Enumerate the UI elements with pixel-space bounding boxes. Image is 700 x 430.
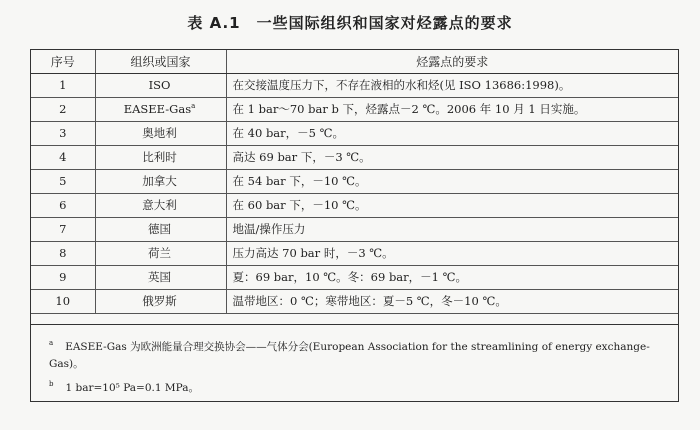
- table-row: [31, 289, 678, 313]
- cell-requirement: 高达 69 bar 下，－3 ℃。: [226, 145, 678, 169]
- footnote-b: [49, 376, 666, 397]
- cell-requirement: 地温/操作压力: [226, 217, 678, 241]
- cell-org: [95, 145, 226, 169]
- cell-no: 5: [31, 169, 95, 193]
- cell-no: 4: [31, 145, 95, 169]
- cell-org-text: ISO: [148, 78, 171, 92]
- table-header-row: [31, 50, 678, 73]
- table-row: [31, 121, 678, 145]
- cell-requirement: 在 40 bar，－5 ℃。: [226, 121, 678, 145]
- footnote-a-mark: a: [49, 339, 54, 347]
- cell-org: [95, 241, 226, 265]
- cell-requirement: 在 1 bar～70 bar b 下，烃露点－2 ℃。2006 年 10 月 1 日实施。: [226, 97, 678, 121]
- cell-no: 2: [31, 97, 95, 121]
- table-row: [31, 217, 678, 241]
- cell-org: [95, 169, 226, 193]
- header-requirement: 烃露点的要求: [226, 50, 678, 73]
- footnote-a-text: EASEE-Gas 为欧洲能量合理交换协会——气体分会(European Association for the streamlining of energy exchange-Gas)。: [49, 341, 650, 370]
- cell-no: 1: [31, 73, 95, 97]
- footnote-a: [49, 335, 666, 373]
- cell-org: [95, 73, 226, 97]
- cell-org-text: 奥地利: [142, 126, 177, 140]
- requirements-table-frame: [30, 49, 679, 402]
- cell-org: [95, 121, 226, 145]
- cell-org-footnote-mark: a: [191, 102, 196, 110]
- cell-org-text: 意大利: [142, 198, 177, 212]
- cell-org: [95, 193, 226, 217]
- table-title: 表 A.1 一些国际组织和国家对烃露点的要求: [187, 14, 513, 32]
- cell-org: [95, 97, 226, 121]
- header-no: 序号: [31, 50, 95, 73]
- cell-org-text: 比利时: [142, 150, 177, 164]
- table-row: [31, 193, 678, 217]
- cell-org-text: 俄罗斯: [142, 294, 177, 308]
- table-row: [31, 265, 678, 289]
- table-row: [31, 145, 678, 169]
- cell-org-text: EASEE-Gas: [123, 102, 192, 116]
- cell-requirement: 在交接温度压力下，不存在液相的水和烃(见 ISO 13686:1998)。: [226, 73, 678, 97]
- cell-no: 6: [31, 193, 95, 217]
- requirements-table: [31, 50, 678, 314]
- header-org: 组织或国家: [95, 50, 226, 73]
- cell-no: 3: [31, 121, 95, 145]
- cell-no: 8: [31, 241, 95, 265]
- cell-no: 9: [31, 265, 95, 289]
- table-row: [31, 241, 678, 265]
- cell-requirement: 温带地区：0 ℃；寒带地区：夏－5 ℃，冬－10 ℃。: [226, 289, 678, 313]
- cell-org-text: 德国: [148, 222, 171, 236]
- cell-org: [95, 217, 226, 241]
- cell-org: [95, 289, 226, 313]
- footnote-b-text: 1 bar=10⁵ Pa=0.1 MPa。: [65, 382, 200, 394]
- cell-requirement: 在 54 bar 下，－10 ℃。: [226, 169, 678, 193]
- table-row: [31, 97, 678, 121]
- footnotes: [31, 324, 678, 400]
- cell-org: [95, 265, 226, 289]
- footnote-b-mark: b: [49, 380, 54, 388]
- cell-org-text: 英国: [148, 270, 171, 284]
- cell-requirement: 在 60 bar 下，－10 ℃。: [226, 193, 678, 217]
- cell-requirement: 夏：69 bar，10 ℃。冬：69 bar，－1 ℃。: [226, 265, 678, 289]
- cell-org-text: 荷兰: [148, 246, 171, 260]
- table-row: [31, 73, 678, 97]
- cell-requirement: 压力高达 70 bar 时，－3 ℃。: [226, 241, 678, 265]
- cell-no: 7: [31, 217, 95, 241]
- table-body: [31, 73, 678, 313]
- cell-org-text: 加拿大: [142, 174, 177, 188]
- cell-no: 10: [31, 289, 95, 313]
- table-row: [31, 169, 678, 193]
